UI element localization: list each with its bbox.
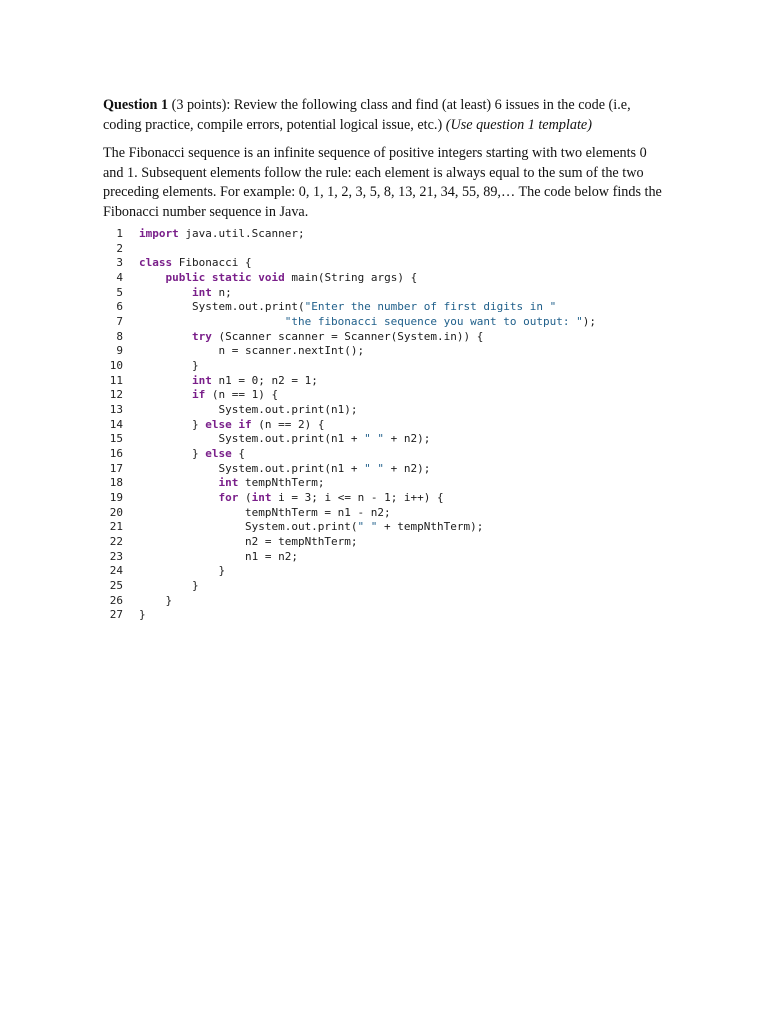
code-text: } else { <box>139 447 245 461</box>
code-line <box>105 242 665 257</box>
code-line <box>105 432 665 447</box>
code-text: tempNthTerm = n1 - n2; <box>139 505 391 519</box>
question-template-note: (Use question 1 template) <box>445 116 592 133</box>
code-line <box>105 271 665 286</box>
code-line <box>105 535 665 550</box>
line-number: 20 <box>109 505 123 519</box>
line-number: 1 <box>116 227 123 240</box>
code-text: import java.util.Scanner; <box>139 227 305 240</box>
code-text: if (n == 1) { <box>191 388 279 402</box>
line-number: 16 <box>109 447 123 461</box>
code-text: } <box>139 608 146 622</box>
line-number: 27 <box>109 608 123 622</box>
line-number: 6 <box>116 300 123 314</box>
code-text: "the fibonacci sequence you want to output: "); <box>284 315 596 329</box>
code-line <box>105 476 665 491</box>
code-line <box>105 315 665 330</box>
code-text: } <box>139 593 173 607</box>
code-text: class Fibonacci { <box>139 256 252 270</box>
line-number: 23 <box>109 549 123 563</box>
code-listing <box>105 227 665 623</box>
line-number: 9 <box>116 344 123 358</box>
line-number: 11 <box>109 373 123 387</box>
line-number: 4 <box>116 271 123 285</box>
code-text: System.out.print(" " + tempNthTerm); <box>139 520 484 534</box>
line-number: 17 <box>109 461 123 475</box>
line-number: 8 <box>116 329 123 343</box>
line-number: 7 <box>116 315 123 329</box>
code-text: for (int i = 3; i <= n - 1; i++) { <box>218 491 444 505</box>
code-text: } <box>139 359 199 373</box>
code-text: System.out.print(n1); <box>139 403 358 417</box>
intro-paragraph: The Fibonacci sequence is an infinite sequence of positive integers starting with two elements 0 and 1. Subsequent elements follow the rule: each element is always equal to the sum of the two preceding elements. For example: 0, 1, 1, 2, 3, 5, 8, 13, 21, 34, 55, 89,… The code below finds the Fibonacci number sequence in Java. <box>103 145 662 220</box>
question-label: Question 1 <box>103 97 169 113</box>
code-text: } else if (n == 2) { <box>139 417 325 431</box>
code-text: System.out.print("Enter the number of first digits in " <box>139 300 557 314</box>
code-line <box>105 388 665 403</box>
code-text: n = scanner.nextInt(); <box>139 344 365 358</box>
code-text: int n; <box>191 285 232 299</box>
line-number: 24 <box>109 564 123 578</box>
code-line <box>105 579 665 594</box>
code-line <box>105 286 665 301</box>
line-number: 18 <box>109 476 123 490</box>
code-line <box>105 300 665 315</box>
code-text: n2 = tempNthTerm; <box>139 535 358 549</box>
code-text: int tempNthTerm; <box>218 476 325 490</box>
code-line <box>105 594 665 609</box>
line-number: 19 <box>109 491 123 505</box>
question-body: Review the following class and find (at least) 6 issues in the code (i.e, coding practice, compile errors, potential logical issue, etc.) <box>103 97 631 133</box>
code-line <box>105 608 665 623</box>
question-points: (3 points): <box>171 97 231 113</box>
question-paragraph <box>103 96 663 135</box>
line-number: 21 <box>109 520 123 534</box>
code-line <box>105 506 665 521</box>
line-number: 26 <box>109 593 123 607</box>
code-line <box>105 330 665 345</box>
line-number: 10 <box>109 359 123 373</box>
line-number: 15 <box>109 432 123 446</box>
code-line <box>105 491 665 506</box>
code-text: System.out.print(n1 + " " + n2); <box>139 461 431 475</box>
line-number: 25 <box>109 579 123 593</box>
code-line <box>105 520 665 535</box>
code-text: } <box>139 579 199 593</box>
code-line <box>105 564 665 579</box>
code-line <box>105 447 665 462</box>
code-text: System.out.print(n1 + " " + n2); <box>139 432 431 446</box>
code-line <box>105 418 665 433</box>
code-line <box>105 227 665 242</box>
code-text: n1 = n2; <box>139 549 298 563</box>
line-number: 2 <box>116 241 123 255</box>
code-line <box>105 359 665 374</box>
code-line <box>105 403 665 418</box>
line-number: 5 <box>116 285 123 299</box>
code-line <box>105 256 665 271</box>
line-number: 13 <box>109 403 123 417</box>
line-number: 12 <box>109 388 123 402</box>
line-number: 14 <box>109 417 123 431</box>
line-number: 3 <box>116 256 123 270</box>
line-number: 22 <box>109 535 123 549</box>
code-line <box>105 344 665 359</box>
code-text: public static void main(String args) { <box>165 271 418 285</box>
code-text: int n1 = 0; n2 = 1; <box>191 373 318 387</box>
code-text: try (Scanner scanner = Scanner(System.in)) { <box>191 329 484 343</box>
code-line <box>105 550 665 565</box>
code-text: } <box>139 564 226 578</box>
code-line <box>105 374 665 389</box>
code-line <box>105 462 665 477</box>
